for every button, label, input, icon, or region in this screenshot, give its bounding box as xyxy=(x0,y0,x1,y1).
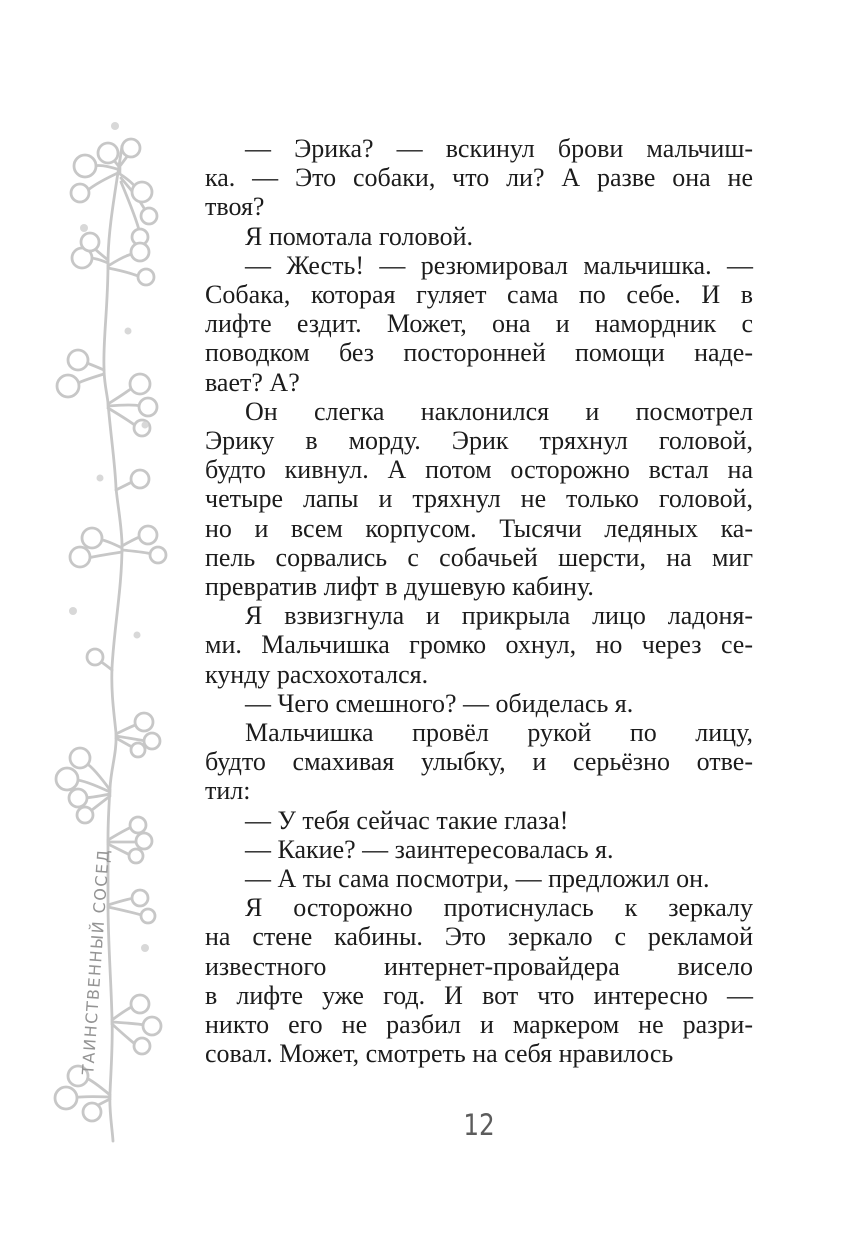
paragraph xyxy=(205,689,753,718)
text-line: Я помотала головой. xyxy=(245,221,473,251)
text-line: — А ты сама посмотри, — предложил он. xyxy=(245,864,710,894)
text-line: твоя? xyxy=(205,192,265,222)
text-line: вает? А? xyxy=(205,367,300,397)
text-line: — Какие? — заинтересовалась я. xyxy=(245,834,614,864)
text-line: на стене кабины. Это зеркало с рекламой xyxy=(205,922,753,952)
text-line: известного интернет-провайдера висело xyxy=(205,951,753,981)
text-line: поводком без посторонней помощи наде- xyxy=(205,338,753,368)
paragraph xyxy=(205,718,753,806)
berry-branch-decoration xyxy=(40,108,200,1170)
paragraph xyxy=(205,222,753,251)
text-line: кунду расхохотался. xyxy=(205,659,429,689)
text-line: четыре лапы и тряхнул не только головой, xyxy=(205,484,753,514)
page-number: 12 xyxy=(463,1108,495,1142)
paragraph xyxy=(205,835,753,864)
text-line: — Чего смешного? — обиделась я. xyxy=(245,688,634,718)
text-line: но и всем корпусом. Тысячи ледяных ка- xyxy=(205,513,753,543)
body-text xyxy=(205,134,753,1069)
text-line: никто его не разбил и маркером не разри- xyxy=(205,1010,753,1040)
paragraph xyxy=(205,251,753,397)
text-line: тил: xyxy=(205,776,251,806)
text-line: Я осторожно протиснулась к зеркалу xyxy=(245,893,753,923)
text-line: будто смахивая улыбку, и серьёзно отве- xyxy=(205,747,753,777)
paragraph xyxy=(205,134,753,222)
paragraph xyxy=(205,397,753,601)
text-line: Он слегка наклонился и посмотрел xyxy=(245,396,753,426)
paragraph xyxy=(205,893,753,1068)
paragraph xyxy=(205,806,753,835)
text-line: Я взвизгнула и прикрыла лицо ладоня- xyxy=(245,601,753,631)
text-line: Мальчишка провёл рукой по лицу, xyxy=(245,718,753,748)
text-line: лифте ездит. Может, она и намордник с xyxy=(205,309,753,339)
margin-series-title: ТАИНСТВЕННЫЙ СОСЕД xyxy=(78,847,114,1076)
text-line: — Жесть! — резюмировал мальчишка. — xyxy=(245,250,753,280)
text-line: ми. Мальчишка громко охнул, но через се- xyxy=(205,630,753,660)
paragraph xyxy=(205,864,753,893)
text-line: будто кивнул. А потом осторожно встал на xyxy=(205,455,753,485)
text-line: совал. Может, смотреть на себя нравилось xyxy=(205,1039,674,1069)
text-line: — Эрика? — вскинул брови мальчиш- xyxy=(245,134,753,163)
text-line: — У тебя сейчас такие глаза! xyxy=(245,805,569,835)
text-line: Собака, которая гуляет сама по себе. И в xyxy=(205,280,753,310)
text-line: пель сорвались с собачьей шерсти, на миг xyxy=(205,542,753,572)
paragraph xyxy=(205,601,753,689)
text-line: Эрику в морду. Эрик тряхнул головой, xyxy=(205,426,753,456)
text-line: превратив лифт в душевую кабину. xyxy=(205,572,594,602)
text-line: в лифте уже год. И вот что интересно — xyxy=(205,980,753,1010)
text-line: ка. — Это собаки, что ли? А разве она не xyxy=(205,163,753,193)
